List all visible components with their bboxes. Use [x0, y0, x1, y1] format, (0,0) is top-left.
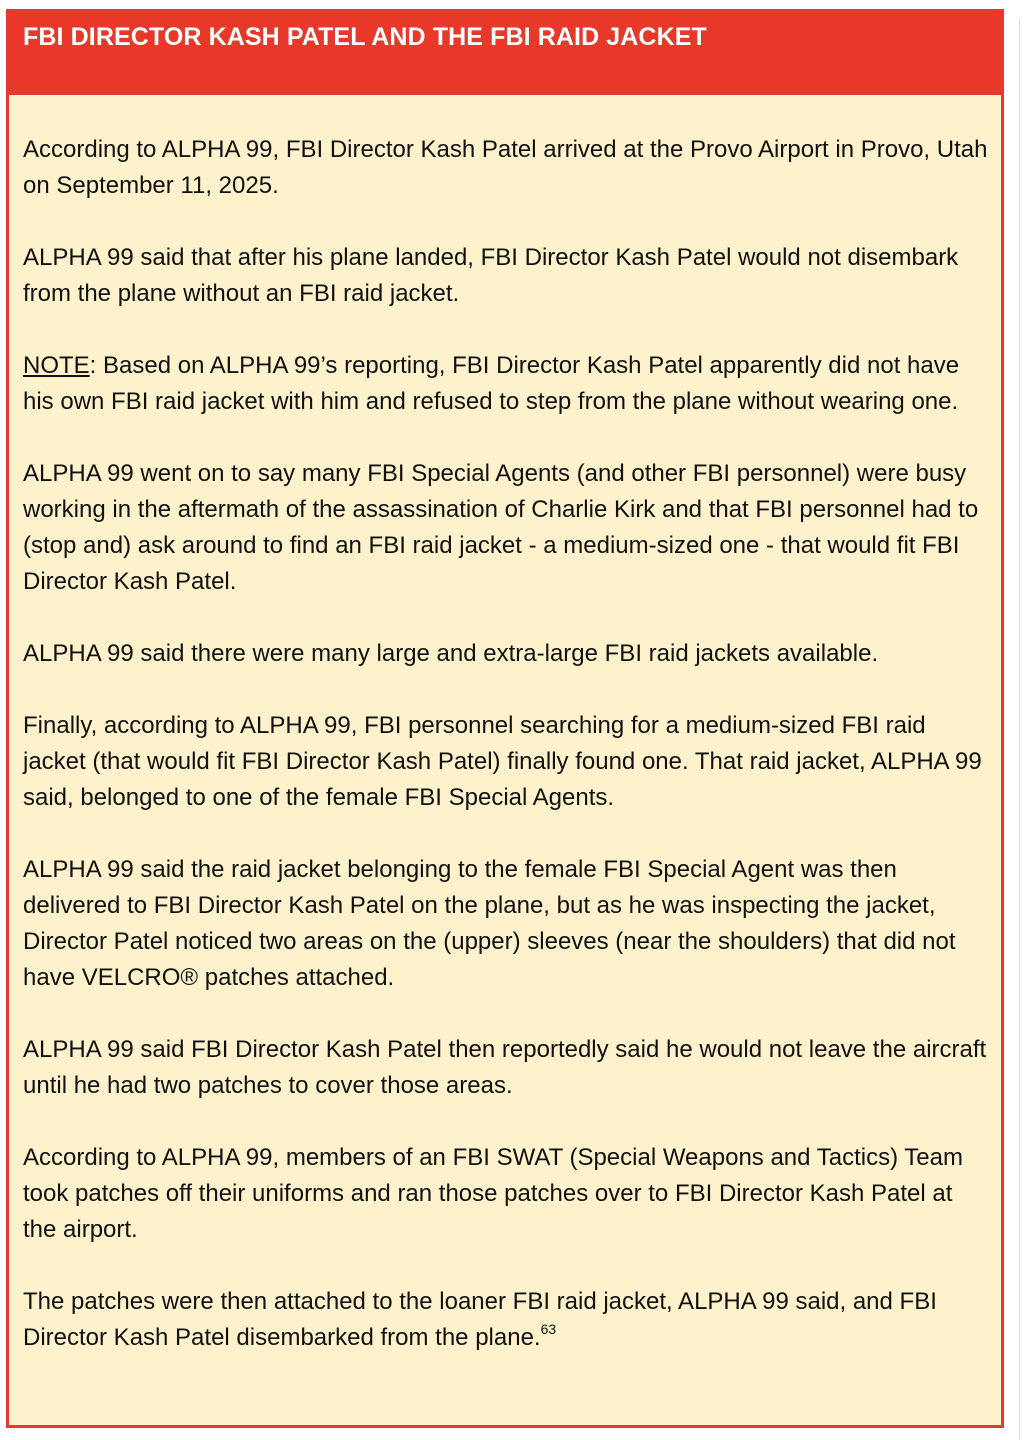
paragraph-large-jackets: ALPHA 99 said there were many large and extra-large FBI raid jackets available.	[23, 640, 879, 667]
paragraph-arrival: According to ALPHA 99, FBI Director Kash Patel arrived at the Provo Airport in Provo, Utah on September 11, 2025.	[23, 136, 988, 199]
header-bar	[9, 12, 1001, 92]
paragraph-note	[23, 348, 989, 420]
document-body	[9, 95, 1001, 1356]
final-text: The patches were then attached to the loaner FBI raid jacket, ALPHA 99 said, and FBI Director Kash Patel disembarked from the plane.	[23, 1288, 937, 1351]
document-box	[6, 9, 1004, 1428]
page-right-margin	[1004, 0, 1030, 1440]
paragraph-missing-patches: ALPHA 99 said the raid jacket belonging to the female FBI Special Agent was then delivered to FBI Director Kash Patel on the plane, but as he was inspecting the jacket, Director Patel noticed two areas on the (upper) sleeves (near the shoulders) that did not have VELCRO® patches attached.	[23, 856, 956, 991]
note-text: : Based on ALPHA 99’s reporting, FBI Director Kash Patel apparently did not have his own FBI raid jacket with him and refused to step from the plane without wearing one.	[23, 352, 960, 415]
paragraph-would-not-disembark: ALPHA 99 said that after his plane landed, FBI Director Kash Patel would not disembark from the plane without an FBI raid jacket.	[23, 244, 959, 307]
paragraph-disembarked	[23, 1284, 989, 1356]
paragraph-demand-patches: ALPHA 99 said FBI Director Kash Patel then reportedly said he would not leave the aircraft until he had two patches to cover those areas.	[23, 1036, 987, 1099]
paragraph-jacket-found: Finally, according to ALPHA 99, FBI personnel searching for a medium-sized FBI raid jacket (that would fit FBI Director Kash Patel) finally found one. That raid jacket, ALPHA 99 said, belonged to one of the female FBI Special Agents.	[23, 712, 982, 811]
footnote-marker[interactable]: 63	[540, 1321, 557, 1337]
paragraph-search-for-jacket: ALPHA 99 went on to say many FBI Special Agents (and other FBI personnel) were busy working in the aftermath of the assassination of Charlie Kirk and that FBI personnel had to (stop and) ask around to find an FBI raid jacket - a medium-sized one - that would fit FBI Director Kash Patel.	[23, 460, 979, 595]
paragraph-swat-patches: According to ALPHA 99, members of an FBI SWAT (Special Weapons and Tactics) Team took patches off their uniforms and ran those patches over to FBI Director Kash Patel at the airport.	[23, 1144, 963, 1243]
note-label: NOTE	[23, 352, 90, 379]
margin-rule	[1019, 20, 1020, 1440]
page-title: FBI DIRECTOR KASH PATEL AND THE FBI RAID JACKET	[23, 23, 707, 51]
